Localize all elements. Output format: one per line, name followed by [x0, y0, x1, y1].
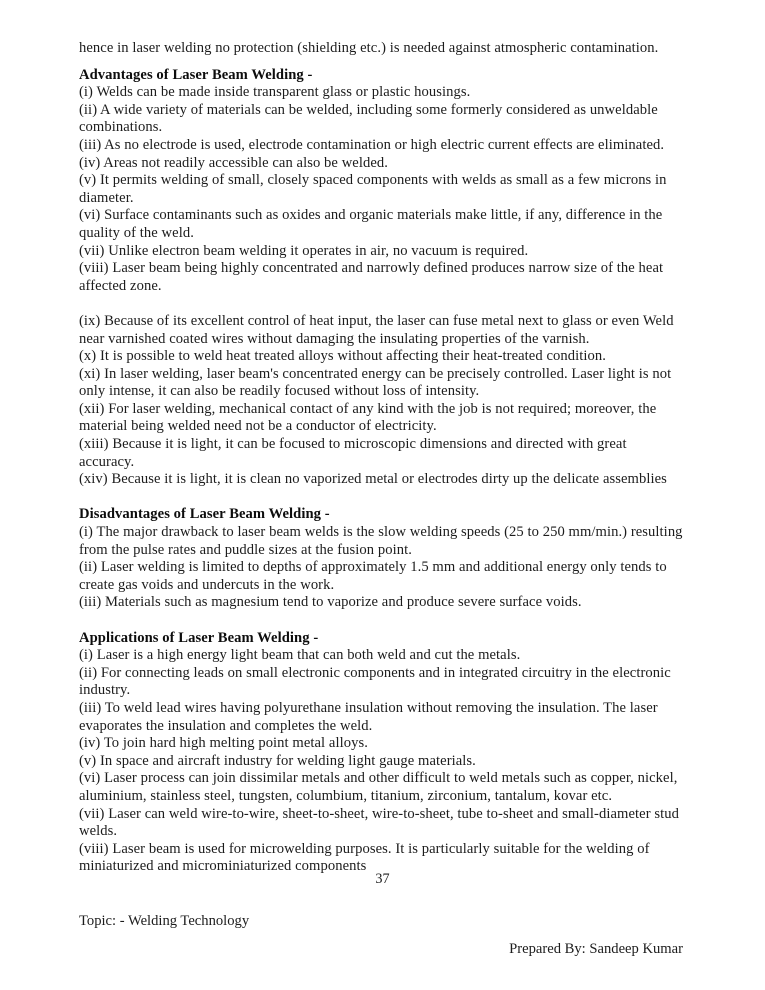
body-paragraph: hence in laser welding no protection (shielding etc.) is needed against atmospheric contamination. — [79, 40, 659, 56]
footer-topic: Topic: - Welding Technology — [79, 913, 250, 929]
body-paragraph: (viii) Laser beam being highly concentrated and narrowly defined produces narrow size of the heat affected zone. — [79, 260, 664, 294]
footer-prepared-by: Prepared By: Sandeep Kumar — [509, 941, 683, 957]
page-number: 37 — [375, 871, 390, 887]
body-paragraph: (i) Laser is a high energy light beam that can both weld and cut the metals. — [79, 647, 521, 664]
section-heading: Applications of Laser Beam Welding - — [79, 629, 319, 646]
body-paragraph: (vi) Laser process can join dissimilar metals and other difficult to weld metals such as copper, nickel, aluminium, stainless steel, tungsten, columbium, titanium, zirconium, tantalum, kovar etc. — [79, 770, 678, 804]
body-paragraph: (ii) For connecting leads on small electronic components and in integrated circuitry in the electronic industry. — [79, 664, 671, 699]
body-paragraph: (i) The major drawback to laser beam welds is the slow welding speeds (25 to 250 mm/min.) resulting from the pulse rates and puddle sizes at the fusion point. — [79, 524, 683, 558]
paragraph-spacer — [79, 58, 683, 67]
body-paragraph: (iii) Materials such as magnesium tend to vaporize and produce severe surface voids. — [79, 594, 582, 611]
document-body — [79, 40, 683, 876]
paragraph-spacer — [79, 489, 683, 507]
body-paragraph: (ii) A wide variety of materials can be welded, including some formerly considered as unweldable combinations. — [79, 101, 658, 136]
paragraph-spacer — [79, 612, 683, 630]
body-paragraph: (viii) Laser beam is used for microwelding purposes. It is particularly suitable for the welding of miniaturized and microminiaturized components — [79, 840, 650, 875]
body-paragraph: (vii) Unlike electron beam welding it operates in air, no vacuum is required. — [79, 242, 529, 259]
body-paragraph: (xiv) Because it is light, it is clean no vaporized metal or electrodes dirty up the delicate assemblies — [79, 471, 667, 488]
body-paragraph: (v) In space and aircraft industry for welding light gauge materials. — [79, 752, 476, 769]
body-paragraph: (ii) Laser welding is limited to depths of approximately 1.5 mm and additional energy only tends to create gas voids and undercuts in the work. — [79, 559, 667, 593]
body-paragraph: (vi) Surface contaminants such as oxides and organic materials make little, if any, difference in the quality of the weld. — [79, 207, 663, 241]
body-paragraph: (iv) To join hard high melting point metal alloys. — [79, 735, 368, 752]
body-paragraph: (vii) Laser can weld wire-to-wire, sheet-to-sheet, wire-to-sheet, tube to-sheet and small-diameter stud welds. — [79, 805, 679, 840]
body-paragraph: (x) It is possible to weld heat treated alloys without affecting their heat-treated condition. — [79, 348, 606, 365]
body-paragraph: (v) It permits welding of small, closely spaced components with welds as small as a few microns in diameter. — [79, 172, 667, 206]
paragraph-spacer — [79, 295, 683, 313]
body-paragraph: (iv) Areas not readily accessible can also be welded. — [79, 154, 388, 171]
body-paragraph: (xi) In laser welding, laser beam's concentrated energy can be precisely controlled. Laser light is not only intense, it can also be readily focused without loss of intensity. — [79, 365, 672, 400]
body-paragraph: (iii) As no electrode is used, electrode contamination or high electric current effects are eliminated. — [79, 136, 665, 153]
section-heading: Disadvantages of Laser Beam Welding - — [79, 506, 330, 523]
body-paragraph: (ix) Because of its excellent control of heat input, the laser can fuse metal next to glass or even Weld near varnished coated wires without damaging the insulating properties of the varnish. — [79, 312, 674, 347]
section-heading: Advantages of Laser Beam Welding - — [79, 66, 313, 83]
body-paragraph: (i) Welds can be made inside transparent glass or plastic housings. — [79, 84, 471, 101]
body-paragraph: (xiii) Because it is light, it can be focused to microscopic dimensions and directed with great accuracy. — [79, 436, 627, 470]
body-paragraph: (iii) To weld lead wires having polyurethane insulation without removing the insulation. The laser evaporates the insulation and completes the weld. — [79, 699, 658, 734]
page-footer — [0, 870, 765, 990]
body-paragraph: (xii) For laser welding, mechanical contact of any kind with the job is not required; moreover, the material being welded need not be a conductor of electricity. — [79, 400, 657, 435]
